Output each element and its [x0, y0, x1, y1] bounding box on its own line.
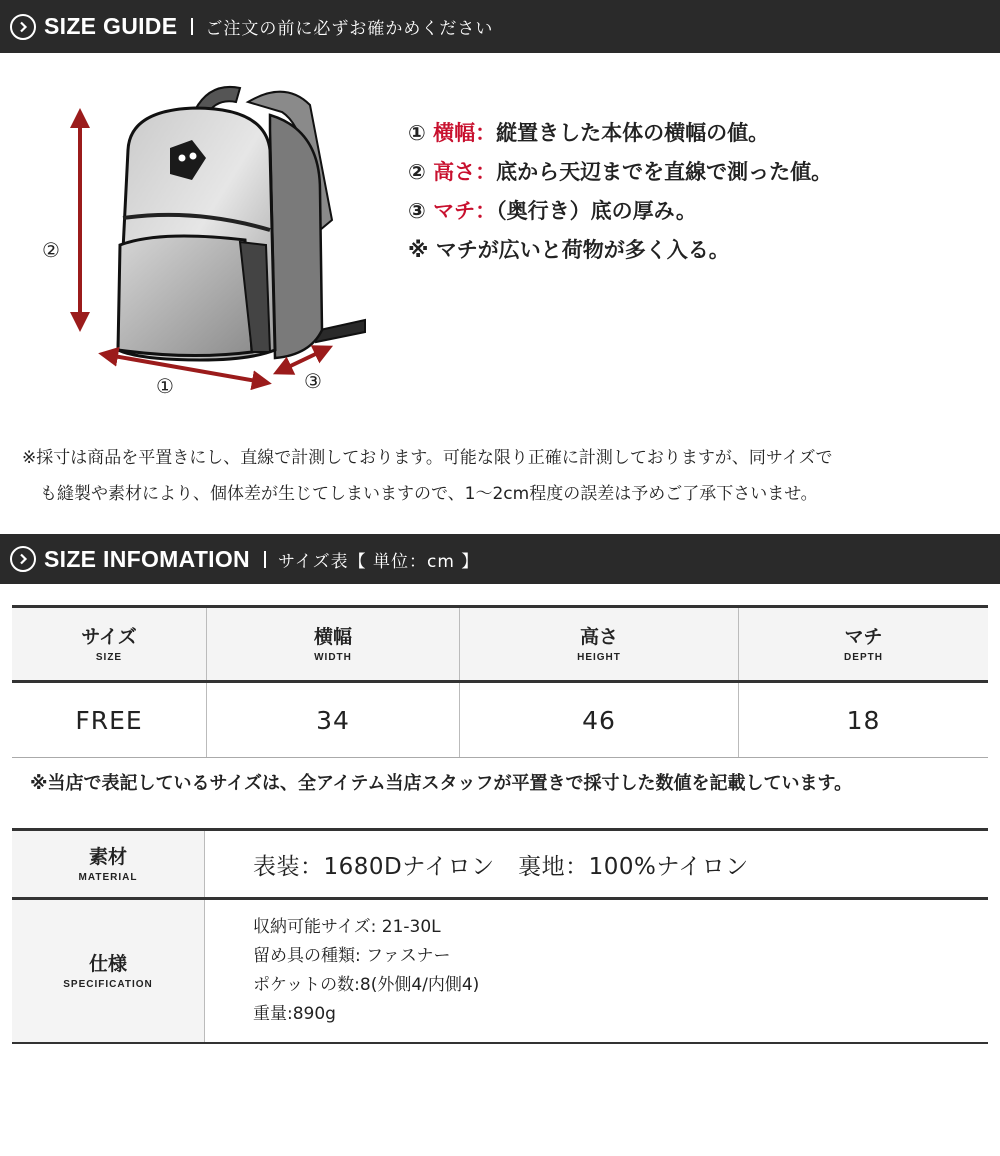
material-label: 素材 MATERIAL [12, 830, 205, 899]
marker-depth: ③ [304, 369, 322, 393]
size-table-note: ※当店で表記しているサイズは、全アイテム当店スタッフが平置きで採寸した数値を記載しています。 [30, 773, 853, 794]
disclaimer-line-2: も縫製や素材により、個体差が生じてしまいますので、1～2cm程度の誤差は予めご了承下さいませ。 [40, 484, 818, 504]
measurement-disclaimer [22, 440, 982, 512]
specification-value [205, 899, 989, 1044]
size-guide-header [0, 0, 1000, 53]
chevron-right-icon [10, 14, 36, 40]
size-info-subtitle: サイズ表【 単位：cm 】 [277, 551, 480, 572]
size-info-title: SIZE INFOMATION [44, 545, 250, 572]
spec-pockets: ポケットの数:8(外側4/内側4) [253, 975, 480, 995]
marker-width: ① [156, 374, 174, 398]
size-table-header-row [12, 607, 988, 682]
size-table [12, 605, 988, 758]
spec-fastener: 留め具の種類: ファスナー [253, 946, 451, 966]
marker-height: ② [42, 238, 60, 262]
disclaimer-line-1: ※採寸は商品を平置きにし、直線で計測しております。可能な限り正確に計測しておりますが、同サイズで [22, 448, 833, 468]
cell-size: FREE [12, 682, 207, 758]
specification-row [12, 899, 988, 1044]
table-row [12, 682, 988, 758]
note-depth: ③ マチ：（奥行き）底の厚み。 [408, 199, 697, 223]
material-value: 表装：1680Dナイロン 裏地：100%ナイロン [205, 830, 989, 899]
header-divider [191, 18, 193, 35]
col-height: 高さ HEIGHT [460, 607, 739, 682]
measurement-notes [408, 114, 832, 270]
col-size: サイズ SIZE [12, 607, 207, 682]
size-guide-title: SIZE GUIDE [44, 13, 178, 39]
note-height: ② 高さ：底から天辺までを直線で測った値。 [408, 160, 833, 184]
col-depth: マチ DEPTH [739, 607, 989, 682]
material-row [12, 830, 988, 899]
spec-weight: 重量:890g [253, 1004, 336, 1024]
backpack-illustration [20, 70, 390, 410]
size-info-header [0, 534, 1000, 584]
spec-table [12, 828, 988, 1044]
specification-label: 仕様 SPECIFICATION [12, 899, 205, 1044]
note-extra: ※ マチが広いと荷物が多く入る。 [408, 238, 730, 262]
spec-capacity: 収納可能サイズ: 21-30L [253, 917, 441, 937]
size-guide-subtitle: ご注文の前に必ずお確かめください [205, 19, 494, 39]
chevron-right-icon [10, 546, 36, 572]
header-divider [264, 551, 266, 568]
note-width: ① 横幅：縦置きした本体の横幅の値。 [408, 121, 770, 145]
cell-width: 34 [207, 682, 460, 758]
col-width: 横幅 WIDTH [207, 607, 460, 682]
cell-height: 46 [460, 682, 739, 758]
cell-depth: 18 [739, 682, 989, 758]
